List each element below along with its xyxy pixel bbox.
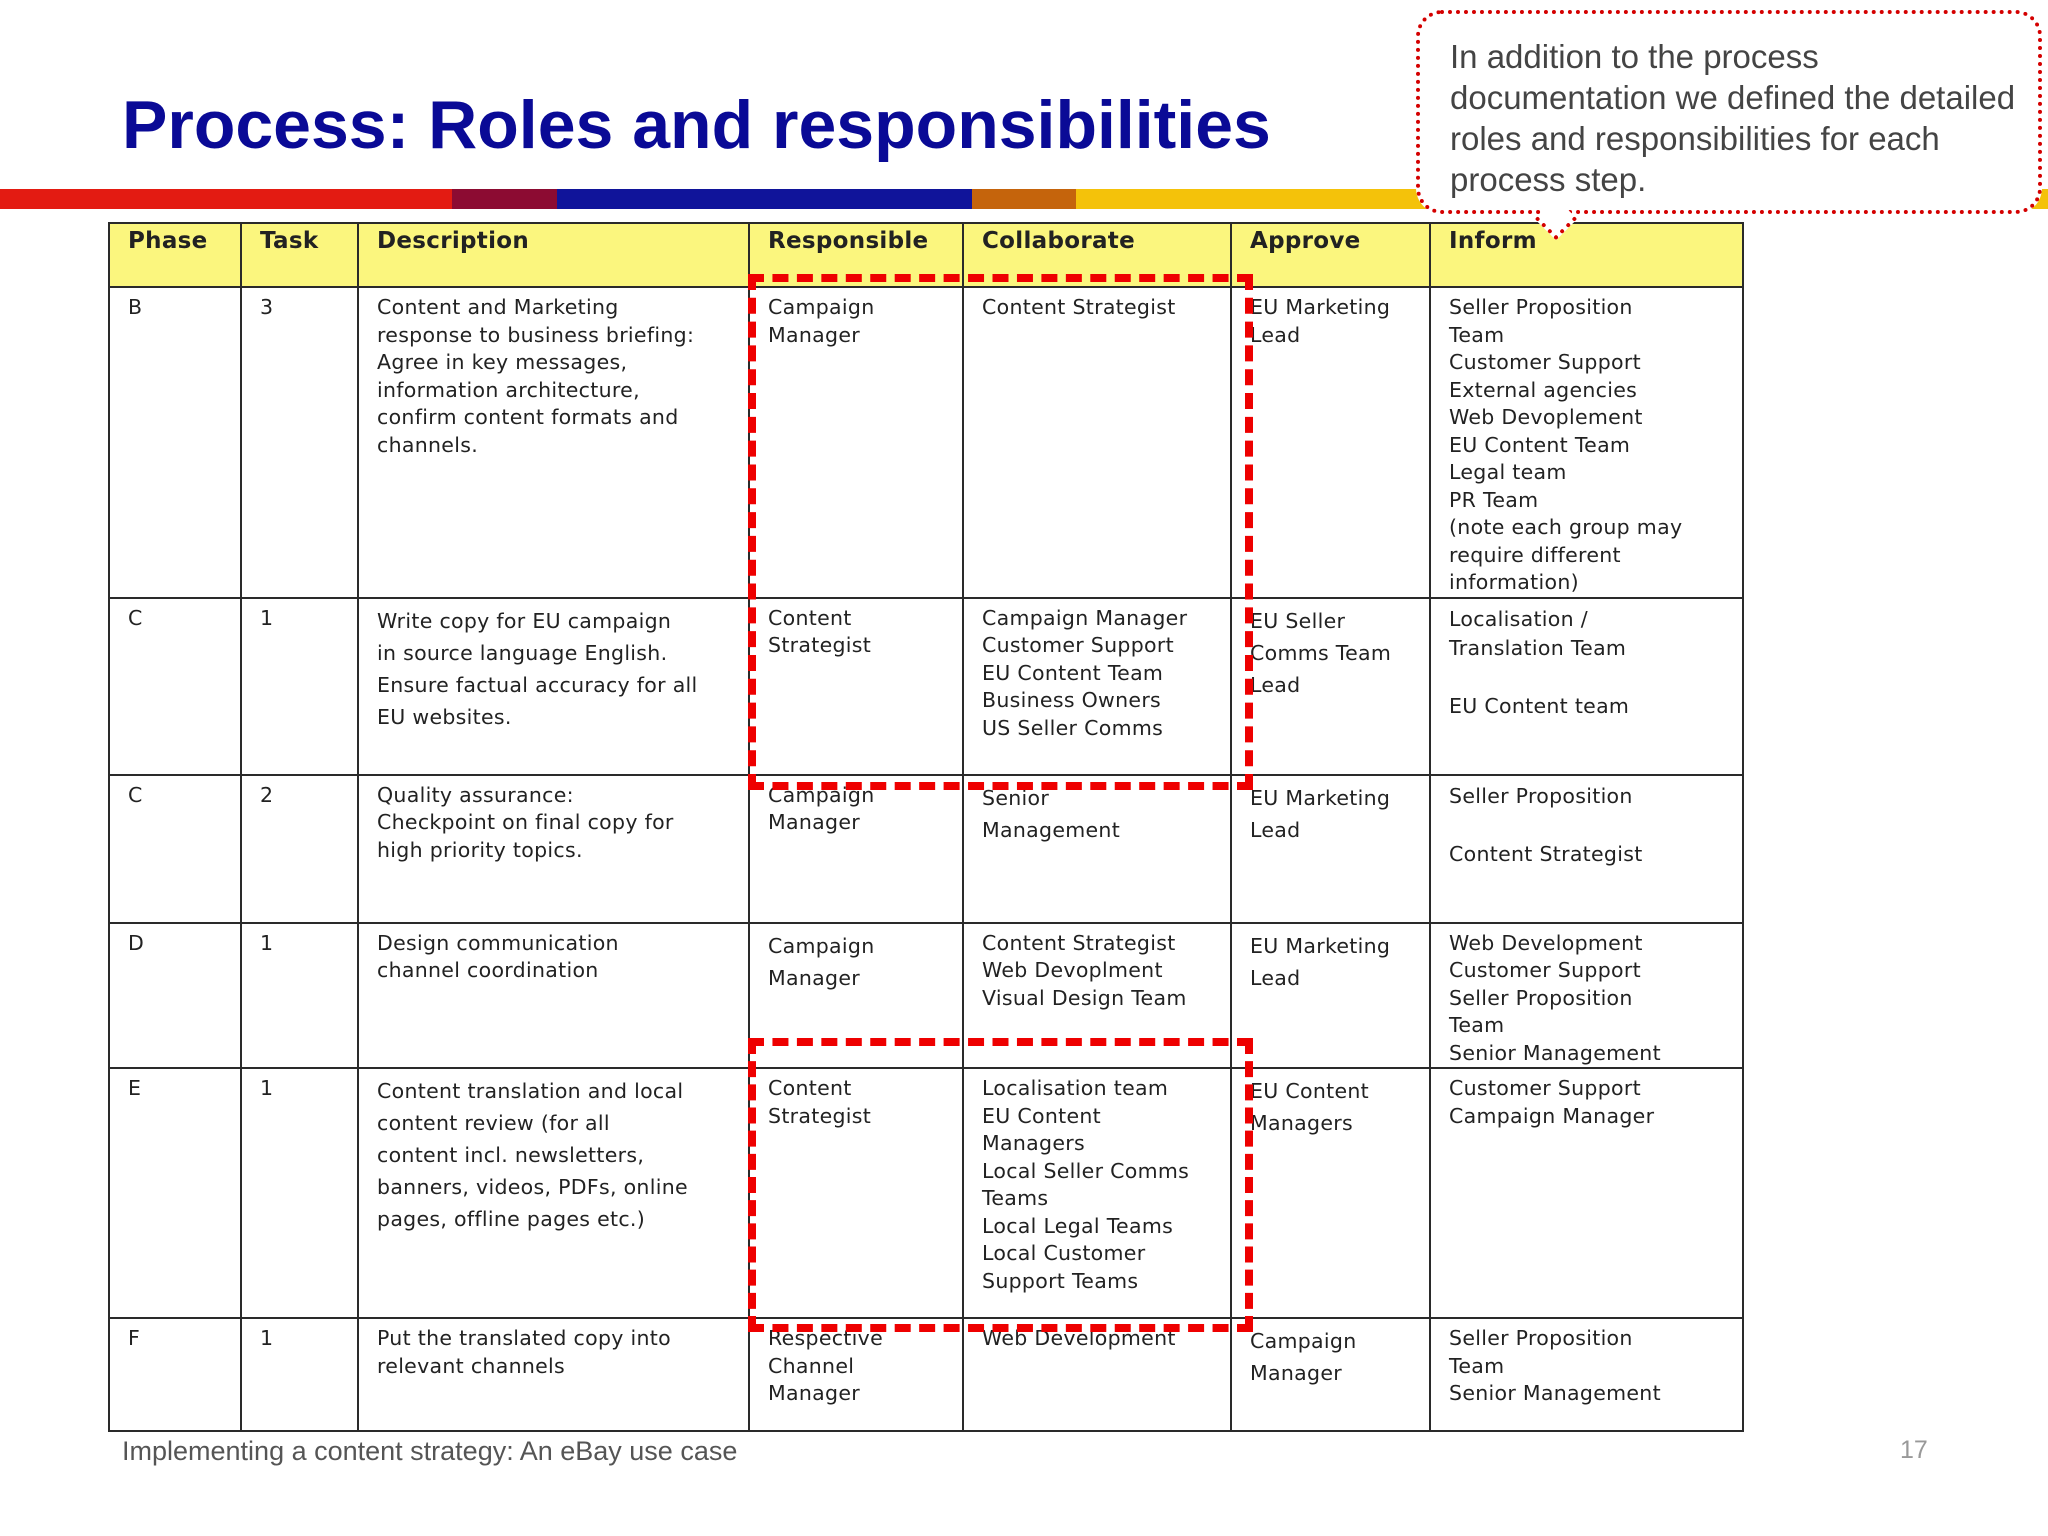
cell-description: Write copy for EU campaign in source language English. Ensure factual accuracy for all EU websites. (358, 598, 749, 775)
cell-inform: Seller Proposition Content Strategist (1430, 775, 1743, 923)
cell-description: Design communication channel coordination (358, 923, 749, 1069)
cell-collaborate: Web Development (963, 1318, 1231, 1431)
header-phase: Phase (109, 223, 241, 287)
cell-phase: C (109, 598, 241, 775)
cell-collaborate: Content Strategist Web Devoplment Visual Design Team (963, 923, 1231, 1069)
cell-collaborate: Senior Management (963, 775, 1231, 923)
callout-box (1416, 10, 2042, 214)
table-row (109, 1068, 1743, 1318)
header-description: Description (358, 223, 749, 287)
table-row (109, 923, 1743, 1069)
stripe-maroon (452, 189, 557, 209)
cell-inform: Seller Proposition Team Senior Management (1430, 1318, 1743, 1431)
page-number: 17 (1900, 1436, 1928, 1464)
cell-collaborate: Content Strategist (963, 287, 1231, 598)
cell-description: Put the translated copy into relevant channels (358, 1318, 749, 1431)
cell-description: Quality assurance: Checkpoint on final copy for high priority topics. (358, 775, 749, 923)
cell-task: 1 (241, 598, 358, 775)
cell-approve: EU Marketing Lead (1231, 287, 1430, 598)
cell-collaborate: Localisation team EU Content Managers Local Seller Comms Teams Local Legal Teams Local Customer Support Teams (963, 1068, 1231, 1318)
table-row (109, 287, 1743, 598)
cell-inform: Localisation / Translation Team EU Content team (1430, 598, 1743, 775)
header-inform: Inform (1430, 223, 1743, 287)
cell-approve: EU Marketing Lead (1231, 775, 1430, 923)
cell-phase: D (109, 923, 241, 1069)
cell-phase: E (109, 1068, 241, 1318)
cell-collaborate: Campaign Manager Customer Support EU Content Team Business Owners US Seller Comms (963, 598, 1231, 775)
cell-responsible: Campaign Manager (749, 923, 963, 1069)
footer-text: Implementing a content strategy: An eBay use case (122, 1436, 738, 1466)
cell-responsible: Campaign Manager (749, 775, 963, 923)
callout-text: In addition to the process documentation we defined the detailed roles and responsibilities for each process step. (1450, 38, 2016, 198)
cell-approve: EU Seller Comms Team Lead (1231, 598, 1430, 775)
raci-table (108, 222, 1744, 1432)
header-responsible: Responsible (749, 223, 963, 287)
cell-description: Content translation and local content review (for all content incl. newsletters, banners, videos, PDFs, online pages, offline pages etc.) (358, 1068, 749, 1318)
cell-responsible: Respective Channel Manager (749, 1318, 963, 1431)
cell-task: 1 (241, 1318, 358, 1431)
cell-approve: EU Content Managers (1231, 1068, 1430, 1318)
header-collaborate: Collaborate (963, 223, 1231, 287)
table-row (109, 598, 1743, 775)
header-approve: Approve (1231, 223, 1430, 287)
stripe-red (0, 189, 452, 209)
cell-inform: Web Development Customer Support Seller Proposition Team Senior Management (1430, 923, 1743, 1069)
cell-approve: EU Marketing Lead (1231, 923, 1430, 1069)
header-task: Task (241, 223, 358, 287)
cell-inform: Seller Proposition Team Customer Support External agencies Web Devoplement EU Content Team Legal team PR Team (note each group may require different information) (1430, 287, 1743, 598)
stripe-orange (972, 189, 1076, 209)
table-row (109, 1318, 1743, 1431)
cell-phase: F (109, 1318, 241, 1431)
cell-task: 2 (241, 775, 358, 923)
table-row (109, 775, 1743, 923)
cell-approve: Campaign Manager (1231, 1318, 1430, 1431)
cell-responsible: Content Strategist (749, 598, 963, 775)
cell-task: 1 (241, 923, 358, 1069)
cell-phase: C (109, 775, 241, 923)
slide-title: Process: Roles and responsibilities (122, 87, 1271, 163)
cell-responsible: Campaign Manager (749, 287, 963, 598)
stripe-blue (557, 189, 972, 209)
cell-task: 1 (241, 1068, 358, 1318)
cell-responsible: Content Strategist (749, 1068, 963, 1318)
cell-phase: B (109, 287, 241, 598)
cell-description: Content and Marketing response to business briefing: Agree in key messages, information architecture, confirm content formats and channels. (358, 287, 749, 598)
cell-task: 3 (241, 287, 358, 598)
table-header-row (109, 223, 1743, 287)
cell-inform: Customer Support Campaign Manager (1430, 1068, 1743, 1318)
